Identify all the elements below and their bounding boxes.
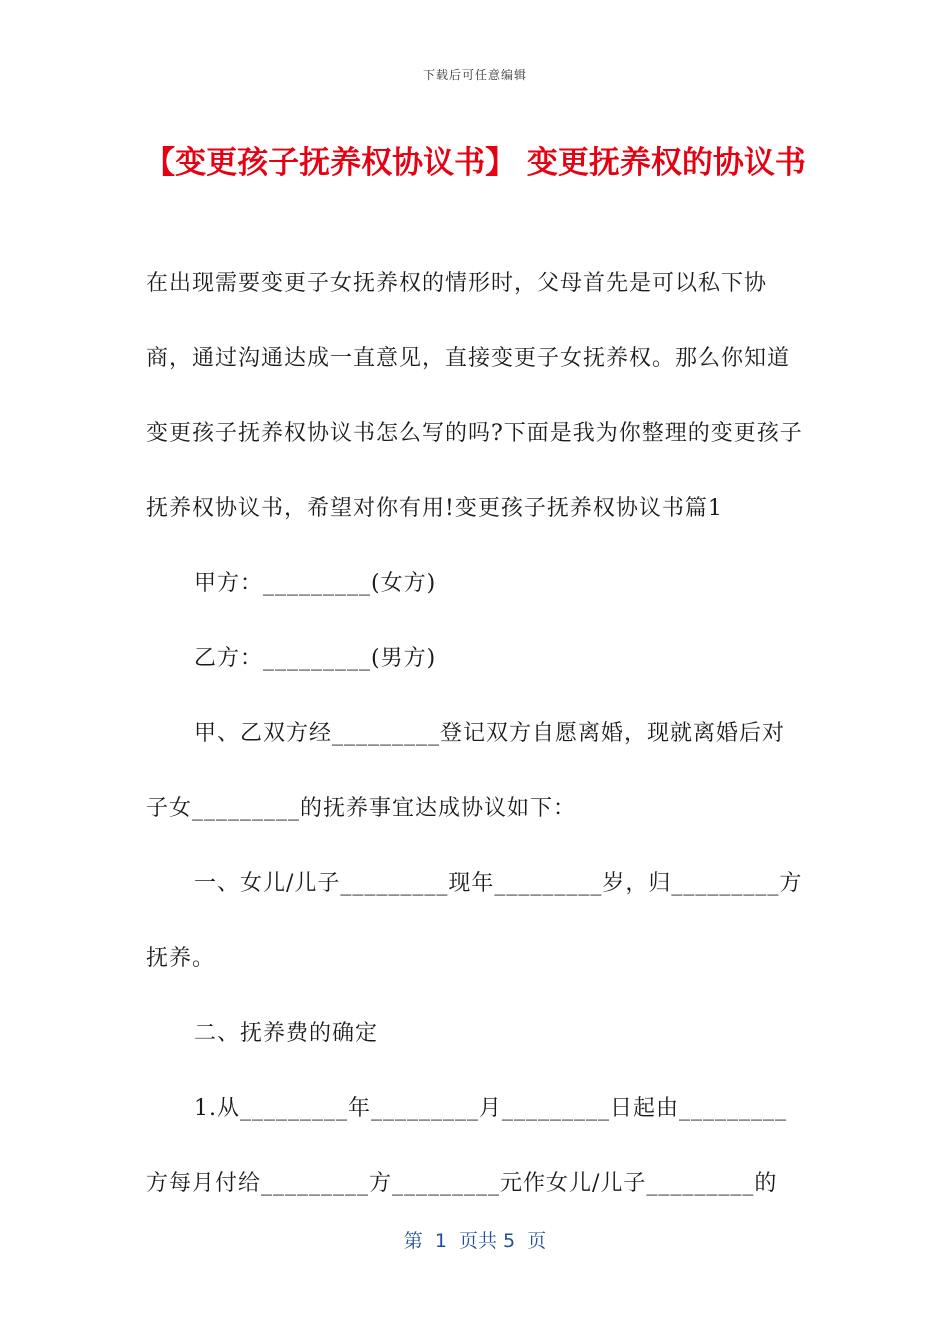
page-header-note: 下载后可任意编辑 [422, 68, 527, 82]
clause-two-heading: 二、抚养费的确定 [194, 1021, 379, 1046]
intro-paragraph: 在出现需要变更子女抚养权的情形时，父母首先是可以私下协商，通过沟通达成一直意见，直接变更子女抚养权。那么你知道变更孩子抚养权协议书怎么写的吗?下面是我为你整理的变更孩子抚养权协议书，希望对你有用!变更孩子抚养权协议书篇1 [146, 271, 803, 521]
agreement-preamble: 甲、乙双方经_________登记双方自愿离婚，现就离婚后对子女_________的抚养事宜达成协议如下： [146, 721, 786, 821]
document-title: 【变更孩子抚养权协议书】 变更抚养权的协议书 [144, 145, 806, 181]
clause-one: 一、女儿/儿子_________现年_________岁，归_________方抚养。 [146, 871, 803, 971]
party-a-line: 甲方：_________(女方) [194, 571, 437, 596]
document-body [146, 246, 806, 1221]
page-number-footer: 第 1 页共 5 页 [403, 1230, 547, 1252]
clause-two-item-one: 1.从_________年_________月_________日起由_________方每月付给_________方_________元作女儿/儿子_________的 [146, 1096, 787, 1196]
party-b-line: 乙方：_________(男方) [194, 646, 437, 671]
